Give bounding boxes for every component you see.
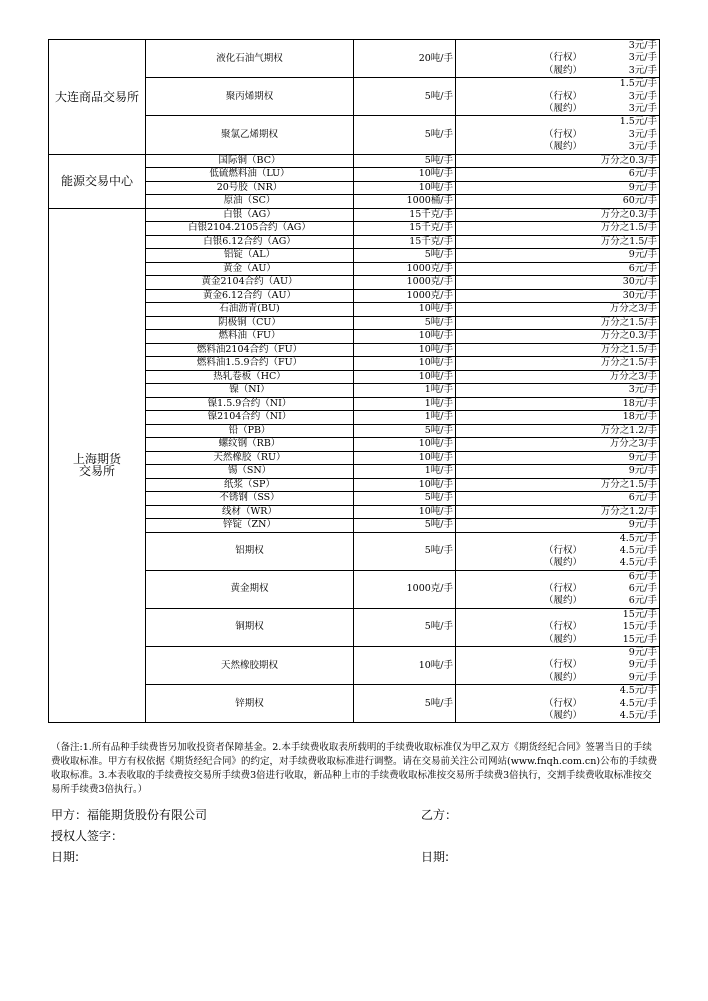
fee-cell xyxy=(456,532,660,570)
fee-type-label xyxy=(458,317,601,329)
fee-line xyxy=(458,583,657,595)
fee-cell xyxy=(456,343,660,357)
fee-type-label xyxy=(458,398,623,410)
fee-line xyxy=(458,609,657,621)
fee-type-label xyxy=(458,209,601,221)
fee-line xyxy=(458,357,657,369)
fee-cell xyxy=(456,262,660,276)
fee-value: 万分之1.5/手 xyxy=(600,357,657,369)
fee-cell xyxy=(456,154,660,168)
fee-cell xyxy=(456,397,660,411)
product-name: 聚氯乙烯期权 xyxy=(146,116,354,154)
fee-value: 3元/手 xyxy=(628,128,657,140)
fee-value: 4.5元/手 xyxy=(619,697,657,709)
fee-value: 6元/手 xyxy=(628,570,657,582)
product-name: 锌期权 xyxy=(146,685,354,723)
fee-type-label xyxy=(458,506,601,518)
contract-unit: 5吨/手 xyxy=(354,116,456,154)
fee-value: 18元/手 xyxy=(622,411,657,423)
contract-unit: 10吨/手 xyxy=(354,330,456,344)
fee-value: 30元/手 xyxy=(622,289,657,301)
fee-line xyxy=(458,209,657,221)
fee-value: 6元/手 xyxy=(628,492,657,504)
fee-type-label xyxy=(458,303,610,315)
fee-value: 1.5元/手 xyxy=(619,116,657,128)
fee-cell xyxy=(456,357,660,371)
fee-type-label xyxy=(458,647,629,659)
fee-value: 9元/手 xyxy=(628,671,657,683)
fee-row xyxy=(49,40,660,78)
fee-type-label xyxy=(458,411,623,423)
contract-unit: 10吨/手 xyxy=(354,343,456,357)
fee-type-label xyxy=(458,492,629,504)
product-name: 铜期权 xyxy=(146,608,354,646)
fee-line xyxy=(458,698,657,710)
fee-value: 60元/手 xyxy=(622,195,657,207)
fee-cell xyxy=(456,608,660,646)
fee-value: 3元/手 xyxy=(628,90,657,102)
fee-type-label xyxy=(458,371,610,383)
fee-value: 万分之1.5/手 xyxy=(600,343,657,355)
fee-cell xyxy=(456,276,660,290)
product-name: 线材（WR） xyxy=(146,505,354,519)
fee-line xyxy=(458,621,657,633)
fee-type-label: （行权） xyxy=(544,697,583,709)
fee-value: 3元/手 xyxy=(628,40,657,51)
fee-type-label xyxy=(458,384,629,396)
contract-unit: 10吨/手 xyxy=(354,451,456,465)
contract-unit: 10吨/手 xyxy=(354,478,456,492)
fee-line xyxy=(458,317,657,329)
fee-type-label xyxy=(458,465,629,477)
fee-row xyxy=(49,208,660,222)
fee-line xyxy=(458,557,657,569)
fee-line xyxy=(458,116,657,128)
fee-line xyxy=(458,710,657,722)
contract-unit: 5吨/手 xyxy=(354,532,456,570)
fee-value: 6元/手 xyxy=(628,583,657,595)
fee-value: 4.5元/手 xyxy=(619,685,657,697)
fee-value: 6元/手 xyxy=(628,262,657,274)
contract-unit: 1000克/手 xyxy=(354,289,456,303)
product-name: 低硫燃料油（LU） xyxy=(146,168,354,182)
product-name: 黄金6.12合约（AU） xyxy=(146,289,354,303)
product-name: 黄金（AU） xyxy=(146,262,354,276)
fee-value: 4.5元/手 xyxy=(619,532,657,544)
fee-value: 3元/手 xyxy=(628,102,657,114)
fee-value: 30元/手 xyxy=(622,276,657,288)
contract-unit: 15千克/手 xyxy=(354,235,456,249)
fee-type-label xyxy=(458,571,629,583)
party-a-date-label: 日期: xyxy=(51,850,80,864)
fee-line xyxy=(458,195,657,207)
fee-cell xyxy=(456,438,660,452)
product-name: 铅（PB） xyxy=(146,424,354,438)
fee-line xyxy=(458,571,657,583)
contract-unit: 5吨/手 xyxy=(354,78,456,116)
fee-value: 15元/手 xyxy=(622,633,657,645)
fee-value: 9元/手 xyxy=(628,659,657,671)
fee-type-label xyxy=(458,290,623,302)
fee-type-label: （履约） xyxy=(544,102,583,114)
fee-type-label xyxy=(458,182,629,194)
fee-cell xyxy=(456,208,660,222)
fee-cell xyxy=(456,222,660,236)
fee-type-label xyxy=(458,609,623,621)
fee-line xyxy=(458,595,657,607)
fee-line xyxy=(458,290,657,302)
fee-value: 4.5元/手 xyxy=(619,557,657,569)
product-name: 聚丙烯期权 xyxy=(146,78,354,116)
fee-row xyxy=(49,154,660,168)
fee-type-label xyxy=(458,452,629,464)
fee-value: 9元/手 xyxy=(628,647,657,659)
fee-line xyxy=(458,438,657,450)
fee-value: 4.5元/手 xyxy=(619,709,657,721)
fee-value: 18元/手 xyxy=(622,397,657,409)
contract-unit: 5吨/手 xyxy=(354,154,456,168)
contract-unit: 15千克/手 xyxy=(354,222,456,236)
contract-unit: 5吨/手 xyxy=(354,685,456,723)
fee-value: 万分之1.5/手 xyxy=(600,222,657,234)
contract-unit: 5吨/手 xyxy=(354,519,456,533)
fee-value: 1.5元/手 xyxy=(619,78,657,90)
fee-type-label xyxy=(458,330,601,342)
contract-unit: 10吨/手 xyxy=(354,505,456,519)
product-name: 燃料油1.5.9合约（FU） xyxy=(146,357,354,371)
fee-cell xyxy=(456,465,660,479)
product-name: 铝期权 xyxy=(146,532,354,570)
contract-unit: 5吨/手 xyxy=(354,249,456,263)
fee-type-label: （履约） xyxy=(544,633,583,645)
fee-type-label xyxy=(458,40,629,52)
product-name: 铝锭（AL） xyxy=(146,249,354,263)
fee-cell xyxy=(456,370,660,384)
fee-type-label: （行权） xyxy=(544,659,583,671)
fee-value: 万分之3/手 xyxy=(609,303,657,315)
party-a-label: 甲方：福能期货股份有限公司 xyxy=(51,808,208,822)
party-b-date-label: 日期: xyxy=(421,850,450,864)
fee-cell xyxy=(456,478,660,492)
fee-line xyxy=(458,263,657,275)
fee-type-label xyxy=(458,155,601,167)
fee-cell xyxy=(456,519,660,533)
product-name: 锌锭（ZN） xyxy=(146,519,354,533)
fee-type-label xyxy=(458,685,620,697)
fee-cell xyxy=(456,249,660,263)
fee-line xyxy=(458,465,657,477)
fee-line xyxy=(458,330,657,342)
contract-unit: 5吨/手 xyxy=(354,608,456,646)
contract-unit: 10吨/手 xyxy=(354,438,456,452)
fee-type-label xyxy=(458,519,629,531)
product-name: 燃料油2104合约（FU） xyxy=(146,343,354,357)
fee-line xyxy=(458,634,657,646)
product-name: 天然橡胶（RU） xyxy=(146,451,354,465)
authorized-signature-label: 授权人签字： xyxy=(51,829,124,843)
fee-line xyxy=(458,452,657,464)
fee-type-label xyxy=(458,438,610,450)
fee-cell xyxy=(456,195,660,209)
product-name: 螺纹钢（RB） xyxy=(146,438,354,452)
fee-line xyxy=(458,276,657,288)
fee-cell xyxy=(456,685,660,723)
fee-value: 9元/手 xyxy=(628,181,657,193)
fee-type-label: （履约） xyxy=(544,709,583,721)
fee-line xyxy=(458,519,657,531)
fee-type-label: （行权） xyxy=(544,583,583,595)
fee-type-label: （履约） xyxy=(544,141,583,153)
fee-type-label xyxy=(458,249,629,261)
fee-value: 3元/手 xyxy=(628,384,657,396)
fee-table xyxy=(48,39,660,723)
fee-line xyxy=(458,398,657,410)
fee-type-label xyxy=(458,276,623,288)
contract-unit: 20吨/手 xyxy=(354,40,456,78)
fee-cell xyxy=(456,647,660,685)
product-name: 国际铜（BC） xyxy=(146,154,354,168)
fee-cell xyxy=(456,411,660,425)
remarks-note: （备注:1.所有品种手续费皆另加收投资者保障基金。2.本手续费收取表所载明的手续费收取标准仅为甲乙双方《期货经纪合同》签署当日的手续费收取标准。甲方有权依据《期货经纪合同》的约定，对手续费收取标准进行调整。请在交易前关注公司网站(www.fnqh.com.cn)公布的手续费收取标准。3.本表收取的手续费按交易所手续费3倍进行收取，新品种上市的手续费收取标准按交易所手续费3倍执行，交割手续费收取标准按交易所手续费3倍执行。） xyxy=(51,742,658,795)
contract-unit: 1吨/手 xyxy=(354,397,456,411)
fee-value: 6元/手 xyxy=(628,168,657,180)
contract-unit: 5吨/手 xyxy=(354,492,456,506)
fee-type-label xyxy=(458,236,601,248)
fee-cell xyxy=(456,303,660,317)
fee-cell xyxy=(456,316,660,330)
fee-line xyxy=(458,141,657,153)
fee-type-label: （行权） xyxy=(544,544,583,556)
contract-unit: 1吨/手 xyxy=(354,465,456,479)
fee-type-label: （履约） xyxy=(544,64,583,76)
fee-line xyxy=(458,168,657,180)
fee-type-label: （履约） xyxy=(544,671,583,683)
exchange-name: 上海期货 交易所 xyxy=(49,208,146,723)
product-name: 天然橡胶期权 xyxy=(146,647,354,685)
fee-line xyxy=(458,40,657,52)
product-name: 镍1.5.9合约（NI） xyxy=(146,397,354,411)
fee-type-label xyxy=(458,222,601,234)
fee-cell xyxy=(456,168,660,182)
fee-type-label: （履约） xyxy=(544,557,583,569)
fee-type-label xyxy=(458,263,629,275)
fee-line xyxy=(458,371,657,383)
fee-value: 万分之0.3/手 xyxy=(600,330,657,342)
product-name: 黄金期权 xyxy=(146,570,354,608)
fee-value: 3元/手 xyxy=(628,64,657,76)
fee-cell xyxy=(456,384,660,398)
fee-value: 15元/手 xyxy=(622,621,657,633)
contract-unit: 1000克/手 xyxy=(354,262,456,276)
fee-cell xyxy=(456,330,660,344)
fee-line xyxy=(458,384,657,396)
fee-type-label xyxy=(458,344,601,356)
fee-line xyxy=(458,155,657,167)
fee-line xyxy=(458,411,657,423)
fee-value: 万分之1.5/手 xyxy=(600,478,657,490)
fee-value: 万分之3/手 xyxy=(609,438,657,450)
fee-line xyxy=(458,425,657,437)
product-name: 燃料油（FU） xyxy=(146,330,354,344)
fee-type-label xyxy=(458,533,620,545)
contract-unit: 5吨/手 xyxy=(354,316,456,330)
fee-cell xyxy=(456,181,660,195)
fee-value: 万分之1.2/手 xyxy=(600,424,657,436)
fee-line xyxy=(458,129,657,141)
contract-unit: 1000克/手 xyxy=(354,570,456,608)
fee-value: 4.5元/手 xyxy=(619,544,657,556)
product-name: 液化石油气期权 xyxy=(146,40,354,78)
fee-line xyxy=(458,492,657,504)
product-name: 黄金2104合约（AU） xyxy=(146,276,354,290)
fee-value: 15元/手 xyxy=(622,608,657,620)
fee-type-label xyxy=(458,357,601,369)
product-name: 阴极铜（CU） xyxy=(146,316,354,330)
fee-cell xyxy=(456,451,660,465)
product-name: 镍（NI） xyxy=(146,384,354,398)
product-name: 锡（SN） xyxy=(146,465,354,479)
contract-unit: 10吨/手 xyxy=(354,181,456,195)
contract-unit: 1吨/手 xyxy=(354,411,456,425)
fee-value: 万分之0.3/手 xyxy=(600,154,657,166)
contract-unit: 10吨/手 xyxy=(354,168,456,182)
fee-value: 万分之3/手 xyxy=(609,370,657,382)
fee-line xyxy=(458,685,657,697)
fee-line xyxy=(458,65,657,77)
fee-cell xyxy=(456,570,660,608)
fee-cell xyxy=(456,505,660,519)
fee-cell xyxy=(456,78,660,116)
fee-value: 9元/手 xyxy=(628,519,657,531)
fee-type-label xyxy=(458,116,620,128)
contract-unit: 1000克/手 xyxy=(354,276,456,290)
exchange-name: 大连商品交易所 xyxy=(49,40,146,155)
fee-line xyxy=(458,182,657,194)
product-name: 白银2104.2105合约（AG） xyxy=(146,222,354,236)
fee-cell xyxy=(456,235,660,249)
fee-value: 万分之0.3/手 xyxy=(600,208,657,220)
fee-type-label: （行权） xyxy=(544,52,583,64)
fee-value: 6元/手 xyxy=(628,595,657,607)
fee-type-label xyxy=(458,78,620,90)
exchange-name: 能源交易中心 xyxy=(49,154,146,208)
fee-table-body xyxy=(49,40,660,723)
fee-value: 3元/手 xyxy=(628,52,657,64)
fee-type-label xyxy=(458,425,601,437)
fee-value: 万分之1.5/手 xyxy=(600,235,657,247)
fee-cell xyxy=(456,492,660,506)
contract-unit: 1000桶/手 xyxy=(354,195,456,209)
fee-line xyxy=(458,236,657,248)
contract-unit: 15千克/手 xyxy=(354,208,456,222)
fee-type-label: （行权） xyxy=(544,128,583,140)
fee-line xyxy=(458,78,657,90)
fee-line xyxy=(458,303,657,315)
fee-line xyxy=(458,344,657,356)
fee-line xyxy=(458,647,657,659)
fee-value: 3元/手 xyxy=(628,141,657,153)
fee-value: 9元/手 xyxy=(628,465,657,477)
contract-unit: 10吨/手 xyxy=(354,303,456,317)
fee-cell xyxy=(456,424,660,438)
contract-unit: 10吨/手 xyxy=(354,647,456,685)
fee-line xyxy=(458,659,657,671)
product-name: 热轧卷板（HC） xyxy=(146,370,354,384)
product-name: 白银6.12合约（AG） xyxy=(146,235,354,249)
fee-line xyxy=(458,533,657,545)
contract-unit: 5吨/手 xyxy=(354,424,456,438)
fee-line xyxy=(458,103,657,115)
product-name: 石油沥青(BU) xyxy=(146,303,354,317)
product-name: 白银（AG） xyxy=(146,208,354,222)
fee-line xyxy=(458,479,657,491)
party-b-label: 乙方： xyxy=(421,808,458,822)
fee-type-label: （行权） xyxy=(544,621,583,633)
fee-type-label xyxy=(458,195,623,207)
contract-unit: 1吨/手 xyxy=(354,384,456,398)
contract-unit: 10吨/手 xyxy=(354,370,456,384)
fee-line xyxy=(458,52,657,64)
fee-value: 万分之1.2/手 xyxy=(600,505,657,517)
fee-line xyxy=(458,222,657,234)
fee-value: 万分之1.5/手 xyxy=(600,316,657,328)
fee-type-label xyxy=(458,168,629,180)
fee-type-label: （履约） xyxy=(544,595,583,607)
product-name: 镍2104合约（NI） xyxy=(146,411,354,425)
fee-line xyxy=(458,672,657,684)
fee-line xyxy=(458,91,657,103)
product-name: 不锈钢（SS） xyxy=(146,492,354,506)
contract-unit: 10吨/手 xyxy=(354,357,456,371)
fee-line xyxy=(458,249,657,261)
fee-type-label: （行权） xyxy=(544,90,583,102)
product-name: 20号胶（NR） xyxy=(146,181,354,195)
fee-line xyxy=(458,506,657,518)
fee-cell xyxy=(456,289,660,303)
fee-value: 9元/手 xyxy=(628,249,657,261)
product-name: 纸浆（SP） xyxy=(146,478,354,492)
fee-line xyxy=(458,545,657,557)
fee-type-label xyxy=(458,479,601,491)
fee-value: 9元/手 xyxy=(628,451,657,463)
product-name: 原油（SC） xyxy=(146,195,354,209)
fee-cell xyxy=(456,116,660,154)
fee-cell xyxy=(456,40,660,78)
